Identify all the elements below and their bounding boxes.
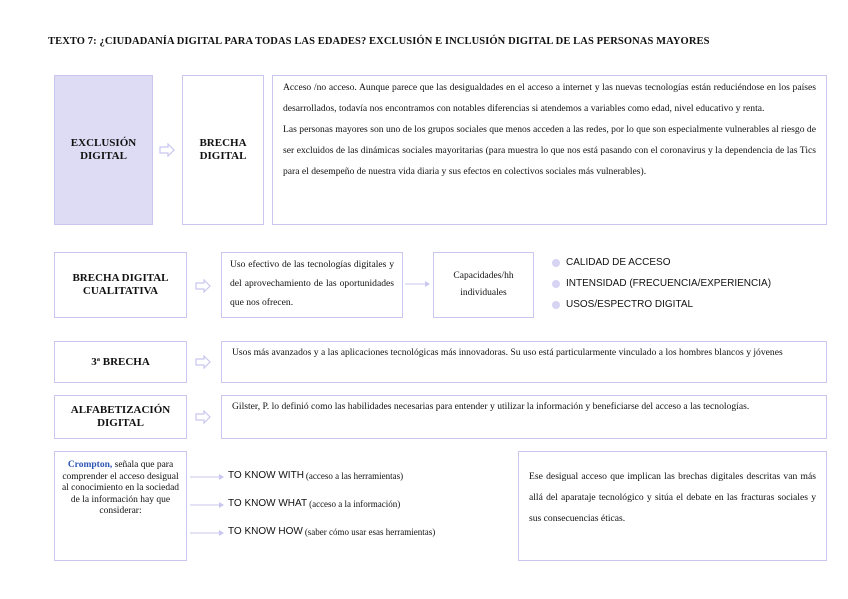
- conclusion-text: Ese desigual acceso que implican las brechas digitales descritas van más allá del aparataje tecnológico y sitúa el debate en las fracturas sociales y sus consecuencias éticas.: [529, 471, 816, 524]
- exclusion-digital-box: [54, 75, 153, 225]
- brecha-digital-label: BRECHA DIGITAL: [199, 137, 247, 162]
- conclusion-box: [518, 451, 827, 561]
- bullet-dot-icon: [552, 301, 560, 309]
- brecha-digital-description: [272, 75, 827, 225]
- alfabetizacion-box: [54, 395, 187, 439]
- connector-arrow-icon: [190, 529, 225, 537]
- page-title: TEXTO 7: ¿CIUDADANÍA DIGITAL PARA TODAS LAS EDADES? EXCLUSIÓN E INCLUSIÓN DIGITAL DE LAS PERSONAS MAYORES: [48, 36, 710, 47]
- alfabetizacion-description: Gilster, P. lo definió como las habilidades necesarias para entender y utilizar la información y beneficiarse del acceso a las tecnologías.: [221, 395, 827, 439]
- arrow-right-icon: [195, 279, 211, 293]
- know-how-item: TO KNOW HOW (saber cómo usar esas herramientas): [228, 526, 436, 537]
- crompton-name: Crompton,: [67, 460, 113, 470]
- tercera-brecha-description: Usos más avanzados y a las aplicaciones tecnológicas más innovadoras. Su uso está particularmente vinculado a los hombres blancos y jóvenes: [221, 341, 827, 383]
- arrow-right-icon: [195, 355, 211, 369]
- brecha-cualitativa-box: [54, 252, 187, 318]
- brecha-digital-box: [182, 75, 264, 225]
- list-item: INTENSIDAD (FRECUENCIA/EXPERIENCIA): [552, 273, 827, 294]
- connector-arrow-icon: [190, 501, 225, 509]
- crompton-text: señala que para comprender el acceso desigual al conocimiento en la sociedad de la información hay que considerar:: [61, 460, 180, 516]
- uso-efectivo-text: Uso efectivo de las tecnologías digitales y del aprovechamiento de las oportunidades que nos ofrecen.: [230, 259, 394, 308]
- description-paragraph-1: Acceso /no acceso. Aunque parece que las desigualdades en el acceso a internet y las nuevas tecnologías están reduciéndose en los países desarrollados, todavía nos encontramos con notables diferencias si atendemos a variables como edad, nivel educativo y renta.: [283, 82, 816, 114]
- arrow-right-icon: [159, 143, 175, 157]
- exclusion-digital-label: EXCLUSIÓN DIGITAL: [70, 137, 137, 162]
- brecha-cualitativa-label: BRECHA DIGITAL CUALITATIVA: [72, 272, 169, 297]
- bullet-list: [552, 252, 827, 315]
- description-paragraph-2: Las personas mayores son uno de los grupos sociales que menos acceden a las redes, por lo que son especialmente vulnerables al riesgo de ser excluidos de las dinámicas sociales mayoritarias (para muestra lo que nos está pasando con el coronavirus y la dependencia de las Tics para el desempeño de nuestra vida diaria y sus efectos en colectivos sociales más vulnerables).: [283, 124, 816, 177]
- arrow-right-icon: [195, 410, 211, 424]
- bullet-dot-icon: [552, 259, 560, 267]
- connector-arrow-icon: [190, 473, 225, 481]
- know-what-item: TO KNOW WHAT (acceso a la información): [228, 498, 401, 509]
- list-item: CALIDAD DE ACCESO: [552, 252, 827, 273]
- uso-efectivo-box: [221, 252, 403, 318]
- list-item: USOS/ESPECTRO DIGITAL: [552, 294, 827, 315]
- capacidades-label: Capacidades/hh individuales: [453, 271, 514, 298]
- capacidades-box: [433, 252, 534, 318]
- crompton-box: [54, 451, 187, 561]
- connector-arrow-icon: [405, 280, 431, 288]
- bullet-dot-icon: [552, 280, 560, 288]
- alfabetizacion-label: ALFABETIZACIÓN DIGITAL: [70, 404, 171, 429]
- tercera-brecha-box: [54, 341, 187, 383]
- know-with-item: TO KNOW WITH (acceso a las herramientas): [228, 470, 404, 481]
- tercera-brecha-label: 3ª BRECHA: [91, 355, 150, 368]
